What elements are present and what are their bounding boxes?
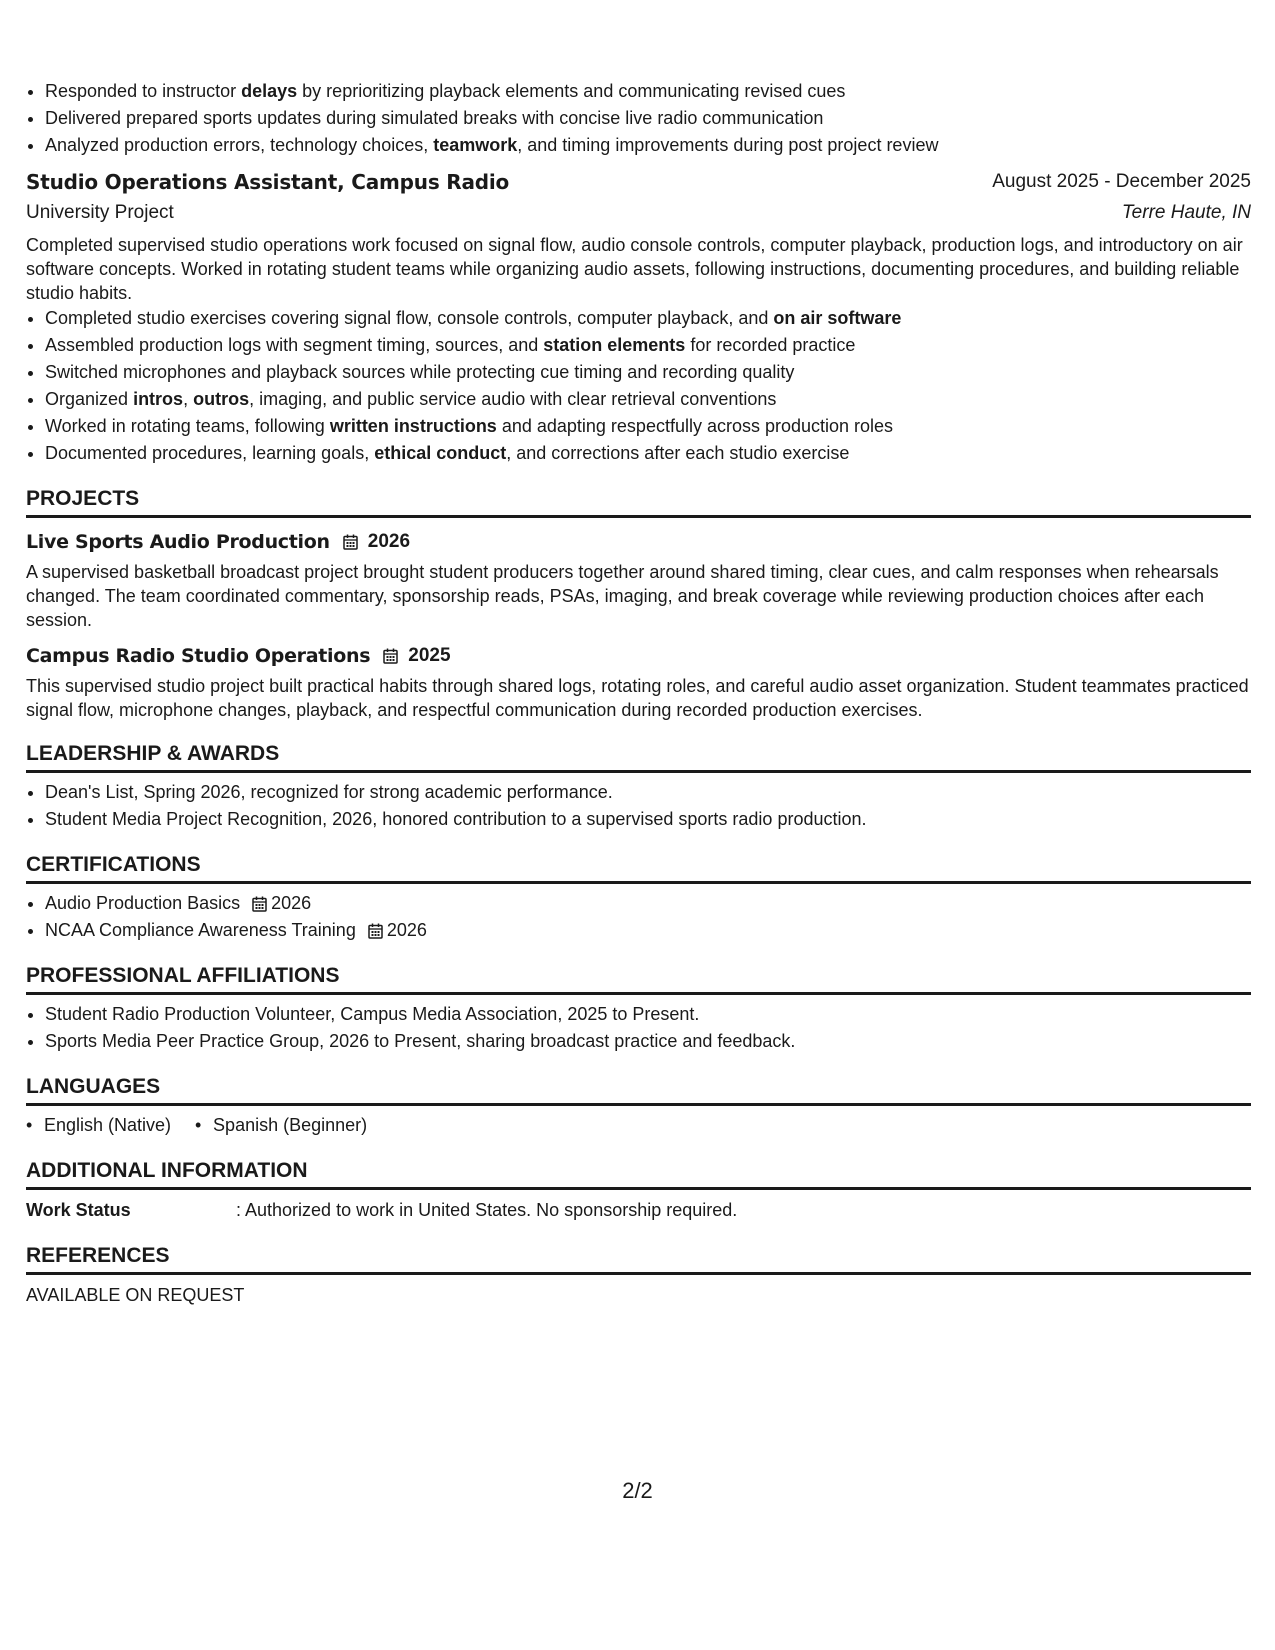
- job-title: Studio Operations Assistant, Campus Radio: [26, 170, 510, 194]
- references-text: AVAILABLE ON REQUEST: [26, 1285, 245, 1305]
- work-status-row: [26, 1196, 1251, 1224]
- work-status-label: Work Status: [26, 1200, 131, 1220]
- project-header: [26, 528, 1251, 556]
- bullet-item: • Responded to instructor delays by reprioritizing playback elements and communicating revised cues: [45, 78, 1251, 105]
- language-item: • Spanish (Beginner): [195, 1112, 367, 1139]
- bullet-item: • Worked in rotating teams, following written instructions and adapting respectfully across production roles: [45, 413, 1251, 440]
- section-heading-projects: PROJECTS: [26, 485, 1251, 518]
- project-description: This supervised studio project built practical habits through shared logs, rotating roles, and careful audio asset organization. Student teammates practiced signal flow, microphone changes, playback, and respectful communication during recorded production exercises.: [26, 676, 1249, 720]
- job-subheader: [26, 197, 1251, 229]
- work-status-value: : Authorized to work in United States. No sponsorship required.: [236, 1200, 738, 1220]
- job-header: [26, 167, 1251, 197]
- list-item: • Audio Production Basics 2026: [45, 890, 1251, 917]
- calendar-icon: [252, 896, 267, 912]
- project-title: Live Sports Audio Production: [26, 531, 330, 553]
- section-heading-languages: LANGUAGES: [26, 1073, 1251, 1106]
- job-dates: August 2025 - December 2025: [992, 171, 1251, 192]
- bullet-item: • Organized intros, outros, imaging, and public service audio with clear retrieval conventions: [45, 386, 1251, 413]
- project-description: A supervised basketball broadcast project brought student producers together around shared timing, clear cues, and calm responses when rehearsals changed. The team coordinated commentary, sponsorship reads, PSAs, imaging, and break coverage while reviewing production choices after each session.: [26, 562, 1219, 630]
- project-year: 2025: [408, 645, 451, 666]
- job-summary: Completed supervised studio operations work focused on signal flow, audio console controls, computer playback, production logs, and introductory on air software concepts. Worked in rotating student teams while organizing audio assets, following instructions, documenting procedures, and building reliable studio habits.: [26, 235, 1243, 303]
- project-year: 2026: [367, 531, 411, 552]
- list-item: • Student Radio Production Volunteer, Campus Media Association, 2025 to Present.: [45, 1001, 1251, 1028]
- list-item: • Dean's List, Spring 2026, recognized for strong academic performance.: [45, 779, 1251, 806]
- bullet-item: • Assembled production logs with segment timing, sources, and station elements for recorded practice: [45, 332, 1251, 359]
- section-heading-additional: ADDITIONAL INFORMATION: [26, 1157, 1251, 1190]
- section-heading-leadership: LEADERSHIP & AWARDS: [26, 740, 1251, 773]
- job-location: Terre Haute, IN: [1121, 202, 1251, 223]
- languages-list: [26, 1112, 1251, 1139]
- affiliations-list: [26, 1001, 1251, 1055]
- bullet-item: • Analyzed production errors, technology choices, teamwork, and timing improvements during post project review: [45, 132, 1251, 159]
- section-heading-affiliations: PROFESSIONAL AFFILIATIONS: [26, 962, 1251, 995]
- bullet-item: • Delivered prepared sports updates during simulated breaks with concise live radio communication: [45, 105, 1251, 132]
- bullet-item: • Switched microphones and playback sources while protecting cue timing and recording quality: [45, 359, 1251, 386]
- page-number: 2/2: [622, 1478, 653, 1503]
- project-header: [26, 642, 1251, 670]
- language-item: • English (Native): [26, 1112, 171, 1139]
- bullet-item: • Documented procedures, learning goals, ethical conduct, and corrections after each studio exercise: [45, 440, 1251, 467]
- certifications-list: [26, 890, 1251, 944]
- section-heading-references: REFERENCES: [26, 1242, 1251, 1275]
- section-heading-certifications: CERTIFICATIONS: [26, 851, 1251, 884]
- bullet-item: • Completed studio exercises covering signal flow, console controls, computer playback, and on air software: [45, 305, 1251, 332]
- project-title: Campus Radio Studio Operations: [26, 645, 371, 667]
- job-bullets: [26, 305, 1251, 467]
- list-item: • Student Media Project Recognition, 2026, honored contribution to a supervised sports radio production.: [45, 806, 1251, 833]
- list-item: • NCAA Compliance Awareness Training 2026: [45, 917, 1251, 944]
- job-organization: University Project: [26, 202, 174, 223]
- calendar-icon: [368, 923, 383, 939]
- calendar-icon: [383, 648, 398, 664]
- list-item: • Sports Media Peer Practice Group, 2026 to Present, sharing broadcast practice and feedback.: [45, 1028, 1251, 1055]
- leadership-list: [26, 779, 1251, 833]
- experience-bullets-continued: [26, 78, 1251, 159]
- calendar-icon: [343, 534, 358, 550]
- resume-page: [26, 78, 1251, 1309]
